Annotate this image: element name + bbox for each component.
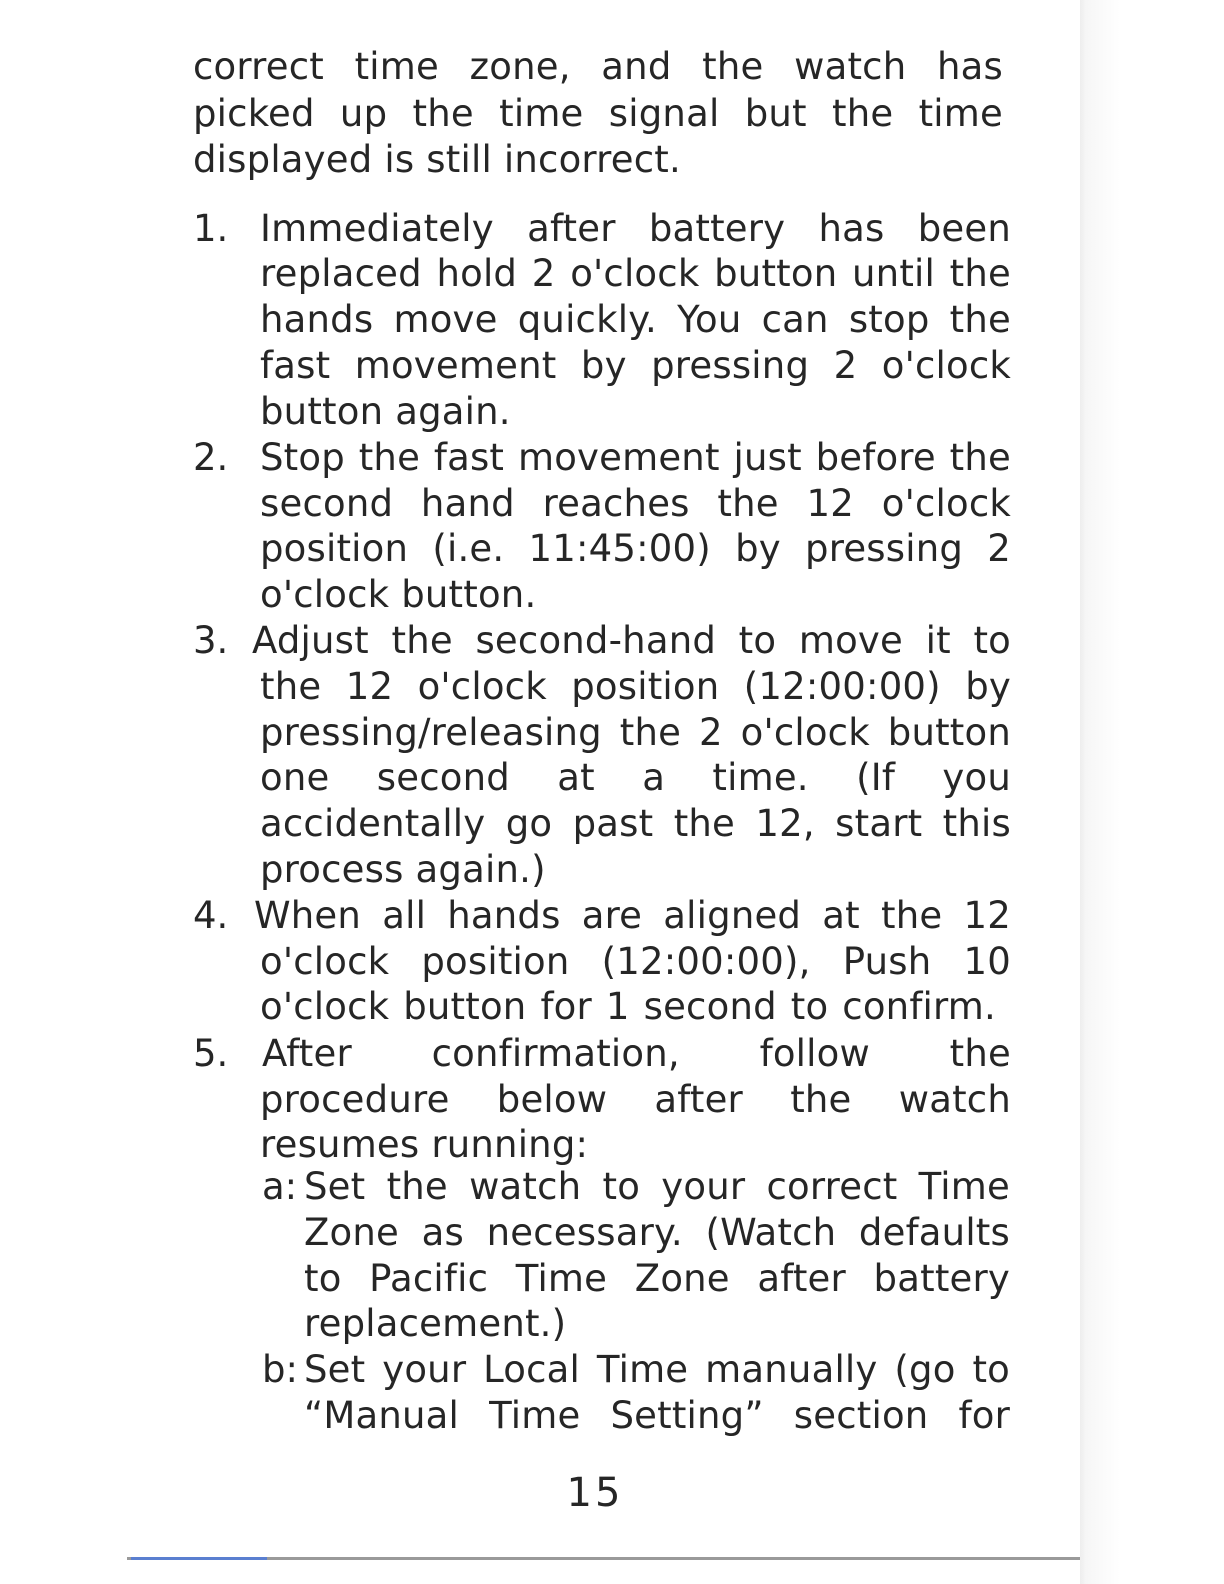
step-line: pressing/releasing the 2 o'clock button <box>260 711 1011 754</box>
step-number: 4. <box>193 894 229 937</box>
step-line: process again.) <box>260 848 546 891</box>
substep-label: b: <box>262 1348 298 1391</box>
substep-line: Set the watch to your correct Time <box>304 1165 1010 1208</box>
bottom-divider-accent <box>131 1557 267 1560</box>
intro-line: displayed is still incorrect. <box>193 138 681 181</box>
step-line: fast movement by pressing 2 o'clock <box>260 344 1011 387</box>
step-number: 3. <box>193 619 229 662</box>
step-line: one second at a time. (If you <box>260 756 1011 799</box>
intro-line: correct time zone, and the watch has <box>193 45 1003 88</box>
step-line: button again. <box>260 390 511 433</box>
step-line: the 12 o'clock position (12:00:00) by <box>260 665 1011 708</box>
step-number: 1. <box>193 207 229 250</box>
page-number: 15 <box>566 1470 624 1516</box>
step-line: o'clock button. <box>260 573 537 616</box>
step-line: procedure below after the watch <box>260 1078 1011 1121</box>
step-line: replaced hold 2 o'clock button until the <box>260 252 1011 295</box>
substep-line: Zone as necessary. (Watch defaults <box>304 1211 1010 1254</box>
step-line: Adjust the second-hand to move it to <box>252 619 1011 662</box>
substep-line: Set your Local Time manually (go to <box>304 1348 1010 1391</box>
step-line: second hand reaches the 12 o'clock <box>260 482 1011 525</box>
page-edge-shadow <box>1080 0 1224 1584</box>
intro-line: picked up the time signal but the time <box>193 92 1003 135</box>
step-line: Stop the fast movement just before the <box>260 436 1011 479</box>
bottom-divider <box>127 1557 1080 1560</box>
step-line: position (i.e. 11:45:00) by pressing 2 <box>260 527 1011 570</box>
step-number: 2. <box>193 436 229 479</box>
step-line: resumes running: <box>260 1123 589 1166</box>
step-line: hands move quickly. You can stop the <box>260 298 1011 341</box>
step-number: 5. <box>193 1032 229 1075</box>
step-line: When all hands are aligned at the 12 <box>254 894 1011 937</box>
step-line: After confirmation, follow the <box>262 1032 1011 1075</box>
step-line: accidentally go past the 12, start this <box>260 802 1011 845</box>
substep-line: “Manual Time Setting” section for <box>304 1394 1010 1437</box>
substep-line: to Pacific Time Zone after battery <box>304 1257 1010 1300</box>
substep-line: replacement.) <box>304 1302 567 1345</box>
step-line: o'clock button for 1 second to confirm. <box>260 985 996 1028</box>
step-line: Immediately after battery has been <box>260 207 1011 250</box>
step-line: o'clock position (12:00:00), Push 10 <box>260 940 1011 983</box>
substep-label: a: <box>262 1165 298 1208</box>
